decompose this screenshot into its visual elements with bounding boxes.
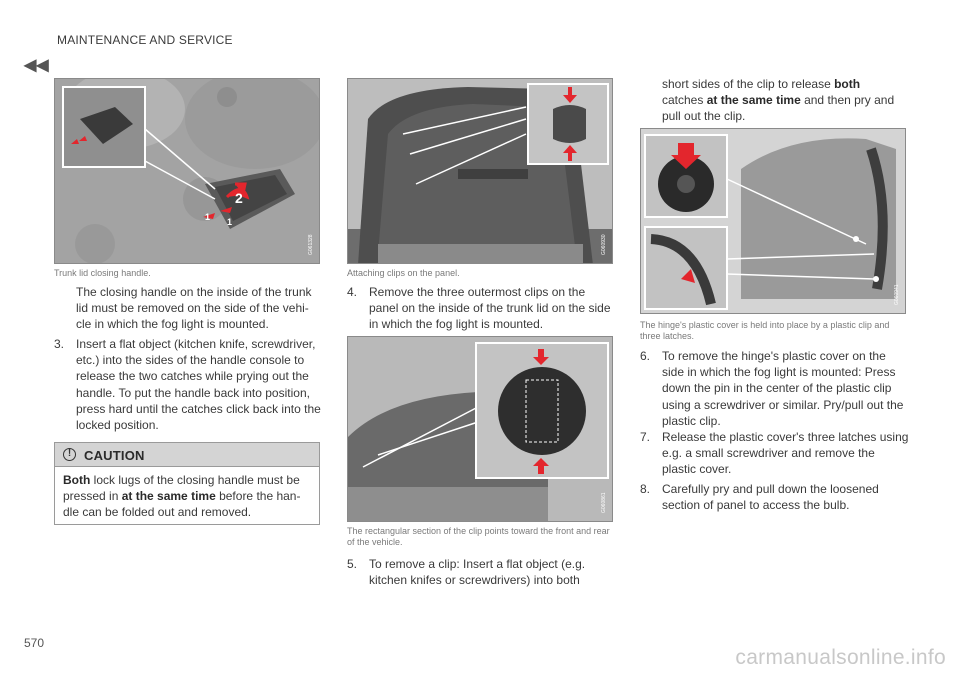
figure-code: G061328	[308, 234, 314, 255]
step-7	[640, 429, 910, 478]
figure-clip-orientation	[347, 336, 613, 522]
step-text: To remove a clip: Insert a flat object (e.g. kitchen knifes or screwdrivers) into both	[369, 557, 586, 588]
step-number: 5.	[347, 557, 358, 571]
step-3	[54, 336, 324, 433]
step-number: 3.	[54, 337, 65, 351]
trunk-handle-illustration	[55, 79, 320, 264]
step-8	[640, 481, 910, 513]
caption-hinge-cover: The hinge's plastic cover is held into place by a plastic clip and three latches.	[640, 320, 890, 341]
emphasis-both: Both	[63, 473, 91, 487]
page-number: 570	[24, 636, 45, 650]
intro-paragraph: The closing handle on the inside of the trunk lid must be removed on the side of the vehi-cle in which the fog light is mounted.	[76, 285, 312, 332]
caution-text-part: lock lugs of the closing handle must be pressed in	[63, 473, 300, 504]
figure-code: G060930	[601, 234, 607, 255]
caption-trunk-handle: Trunk lid closing handle.	[54, 268, 151, 278]
caution-title: CAUTION	[84, 448, 145, 463]
emphasis-same-time: at the same time	[121, 489, 216, 504]
figure-trunk-lid-handle	[54, 78, 320, 264]
emphasis-same-time: at the same time	[706, 93, 801, 108]
figure-hinge-cover	[640, 128, 906, 314]
svg-text:1: 1	[205, 212, 211, 222]
step-text: Carefully pry and pull down the loosened section of panel to access the bulb.	[662, 482, 879, 513]
text-part: short sides of the clip to release	[662, 77, 835, 91]
caution-text	[55, 467, 319, 526]
hinge-cover-illustration	[641, 129, 906, 314]
step-text: Remove the three outermost clips on the panel on the inside of the trunk lid on the side in which the fog light is mounted.	[369, 285, 611, 332]
caption-clip-orientation: The rectangular section of the clip points toward the front and rear of the vehicle.	[347, 526, 610, 547]
step-text: To remove the hinge's plastic cover on the side in which the fog light is mounted: Press down the pin in the center of the plastic clip using a screwdriver or similar. Pry/pull out the plastic clip.	[662, 349, 904, 428]
step-number: 7.	[640, 430, 651, 444]
watermark: carmanualsonline.info	[735, 646, 946, 669]
step-4	[347, 284, 615, 333]
page-header: MAINTENANCE AND SERVICE	[57, 33, 233, 47]
caution-text-part: before the han-dle can be folded out and removed.	[63, 489, 301, 520]
caution-box	[54, 442, 320, 525]
step-5-continued	[662, 76, 914, 125]
text-part: catches	[662, 93, 707, 108]
step-number: 8.	[640, 482, 651, 496]
text-part: and then pry and pull out the clip.	[662, 93, 895, 124]
exclamation-icon: !	[63, 448, 76, 461]
trunk-lid-open-illustration	[348, 79, 613, 264]
step-text: Release the plastic cover's three latches using e.g. a small screwdriver and remove the plastic cover.	[662, 430, 909, 477]
step-5	[347, 556, 615, 588]
figure-code: G060941	[894, 284, 900, 305]
emphasis-both: both	[834, 77, 861, 91]
caption-panel-clips: Attaching clips on the panel.	[347, 268, 460, 278]
svg-text:1: 1	[227, 217, 233, 227]
clip-orientation-illustration	[348, 337, 613, 522]
step-number: 4.	[347, 285, 358, 299]
step-text: Insert a flat object (kitchen knife, screwdriver, etc.) into the sides of the handle console to release the two catches while prying out the handle. To put the handle back into position, press hard until the catches click back into the locked position.	[76, 337, 321, 433]
figure-code: G060861	[601, 492, 607, 513]
figure-panel-clips	[347, 78, 613, 264]
step-number: 6.	[640, 349, 651, 363]
step-6	[640, 348, 910, 429]
svg-text:2: 2	[235, 190, 243, 206]
double-chevron-left-icon[interactable]: ◀◀	[24, 57, 49, 74]
caution-header	[55, 443, 319, 467]
